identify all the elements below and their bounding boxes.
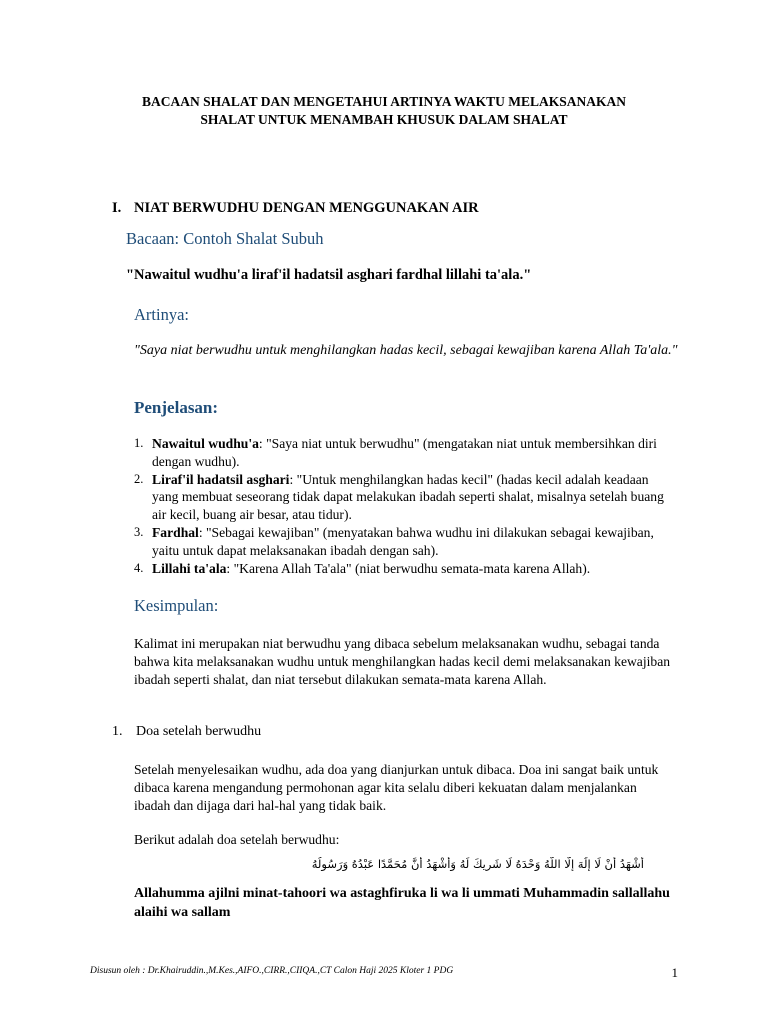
doa-number: 1. [112,724,123,739]
penjelasan-item [134,560,674,578]
term-description: : "Karena Allah Ta'ala" (niat berwudhu semata-mata karena Allah). [226,560,591,576]
term-description: : "Saya niat untuk berwudhu" (mengatakan niat untuk membersihkan diri dengan wudhu). [152,436,657,469]
niat-text: "Nawaitul wudhu'a liraf'il hadatsil asghari fardhal lillahi ta'ala." [126,267,532,283]
list-number: 2. [134,471,144,486]
doa-title: Doa setelah berwudhu [136,724,262,739]
penjelasan-item [134,435,674,471]
list-number: 1. [134,436,144,450]
list-number: 3. [134,524,144,539]
doa-latin-text: Allahumma ajilni minat-tahoori wa astaghfiruka li wa li ummati Muhammadin sallallahu alaihi wa sallam [134,886,670,920]
artinya-text: "Saya niat berwudhu untuk menghilangkan hadas kecil, sebagai kewajiban karena Allah Ta'ala." [134,343,678,358]
penjelasan-item [134,524,674,560]
list-number: 4. [134,560,144,575]
bacaan-subheading: Bacaan: Contoh Shalat Subuh [126,229,324,248]
footer-author: Disusun oleh : Dr.Khairuddin.,M.Kes.,AIFO.,CIRR.,CIIQA.,CT Calon Haji 2025 Kloter 1 PDG [90,966,454,976]
section-title: NIAT BERWUDHU DENGAN MENGGUNAKAN AIR [134,200,479,216]
document-title [60,93,708,129]
penjelasan-heading: Penjelasan: [134,398,219,417]
section-number: I. [112,200,122,216]
term: Fardhal [152,524,199,540]
penjelasan-list [134,435,674,577]
doa-lead-text: Berikut adalah doa setelah berwudhu: [134,832,340,847]
doa-arabic-text: أَشْهَدُ أَنْ لَا إِلَٰهَ إِلَّا اللَّهُ وَحْدَهُ لَا شَرِيكَ لَهُ وَأَشْهَدُ أَنَّ مُحَمَّدًا عَبْدُهُ وَرَسُولُهُ [311,857,644,871]
term-description: : "Untuk menghilangkan hadas kecil" (hadas kecil adalah keadaan yang membuat seseorang tidak dapat melakukan ibadah seperti shalat, misalnya setelah buang air kecil, buang air besar, atau tidur). [152,471,664,523]
kesimpulan-text: Kalimat ini merupakan niat berwudhu yang dibaca sebelum melaksanakan wudhu, sebagai tanda bahwa kita melaksanakan wudhu untuk menghilangkan hadas kecil demi melaksanakan kewajiban ibadah seperti shalat, dan niat tersebut dilakukan semata-mata karena Allah. [134,636,671,687]
page-number: 1 [671,965,678,980]
title-line-2: SHALAT UNTUK MENAMBAH KHUSUK DALAM SHALAT [200,112,568,127]
kesimpulan-heading: Kesimpulan: [134,596,219,615]
term: Lillahi ta'ala [152,560,227,576]
doa-heading [112,724,261,740]
section-heading [112,200,479,217]
term: Liraf'il hadatsil asghari [152,471,290,487]
artinya-heading: Artinya: [134,305,189,324]
term-description: : "Sebagai kewajiban" (menyatakan bahwa wudhu ini dilakukan sebagai kewajiban, yaitu untuk dapat melaksanakan ibadah dengan sah). [152,524,654,558]
penjelasan-item [134,471,674,524]
term: Nawaitul wudhu'a [152,436,259,451]
doa-intro-text: Setelah menyelesaikan wudhu, ada doa yang dianjurkan untuk dibaca. Doa ini sangat baik untuk dibaca karena mengandung permohonan agar kita selalu diberi kekuatan dalam menjalankan ibadah dan dijaga dari hal-hal yang tidak baik. [134,762,659,813]
title-line-1: BACAAN SHALAT DAN MENGETAHUI ARTINYA WAKTU MELAKSANAKAN [141,94,627,109]
